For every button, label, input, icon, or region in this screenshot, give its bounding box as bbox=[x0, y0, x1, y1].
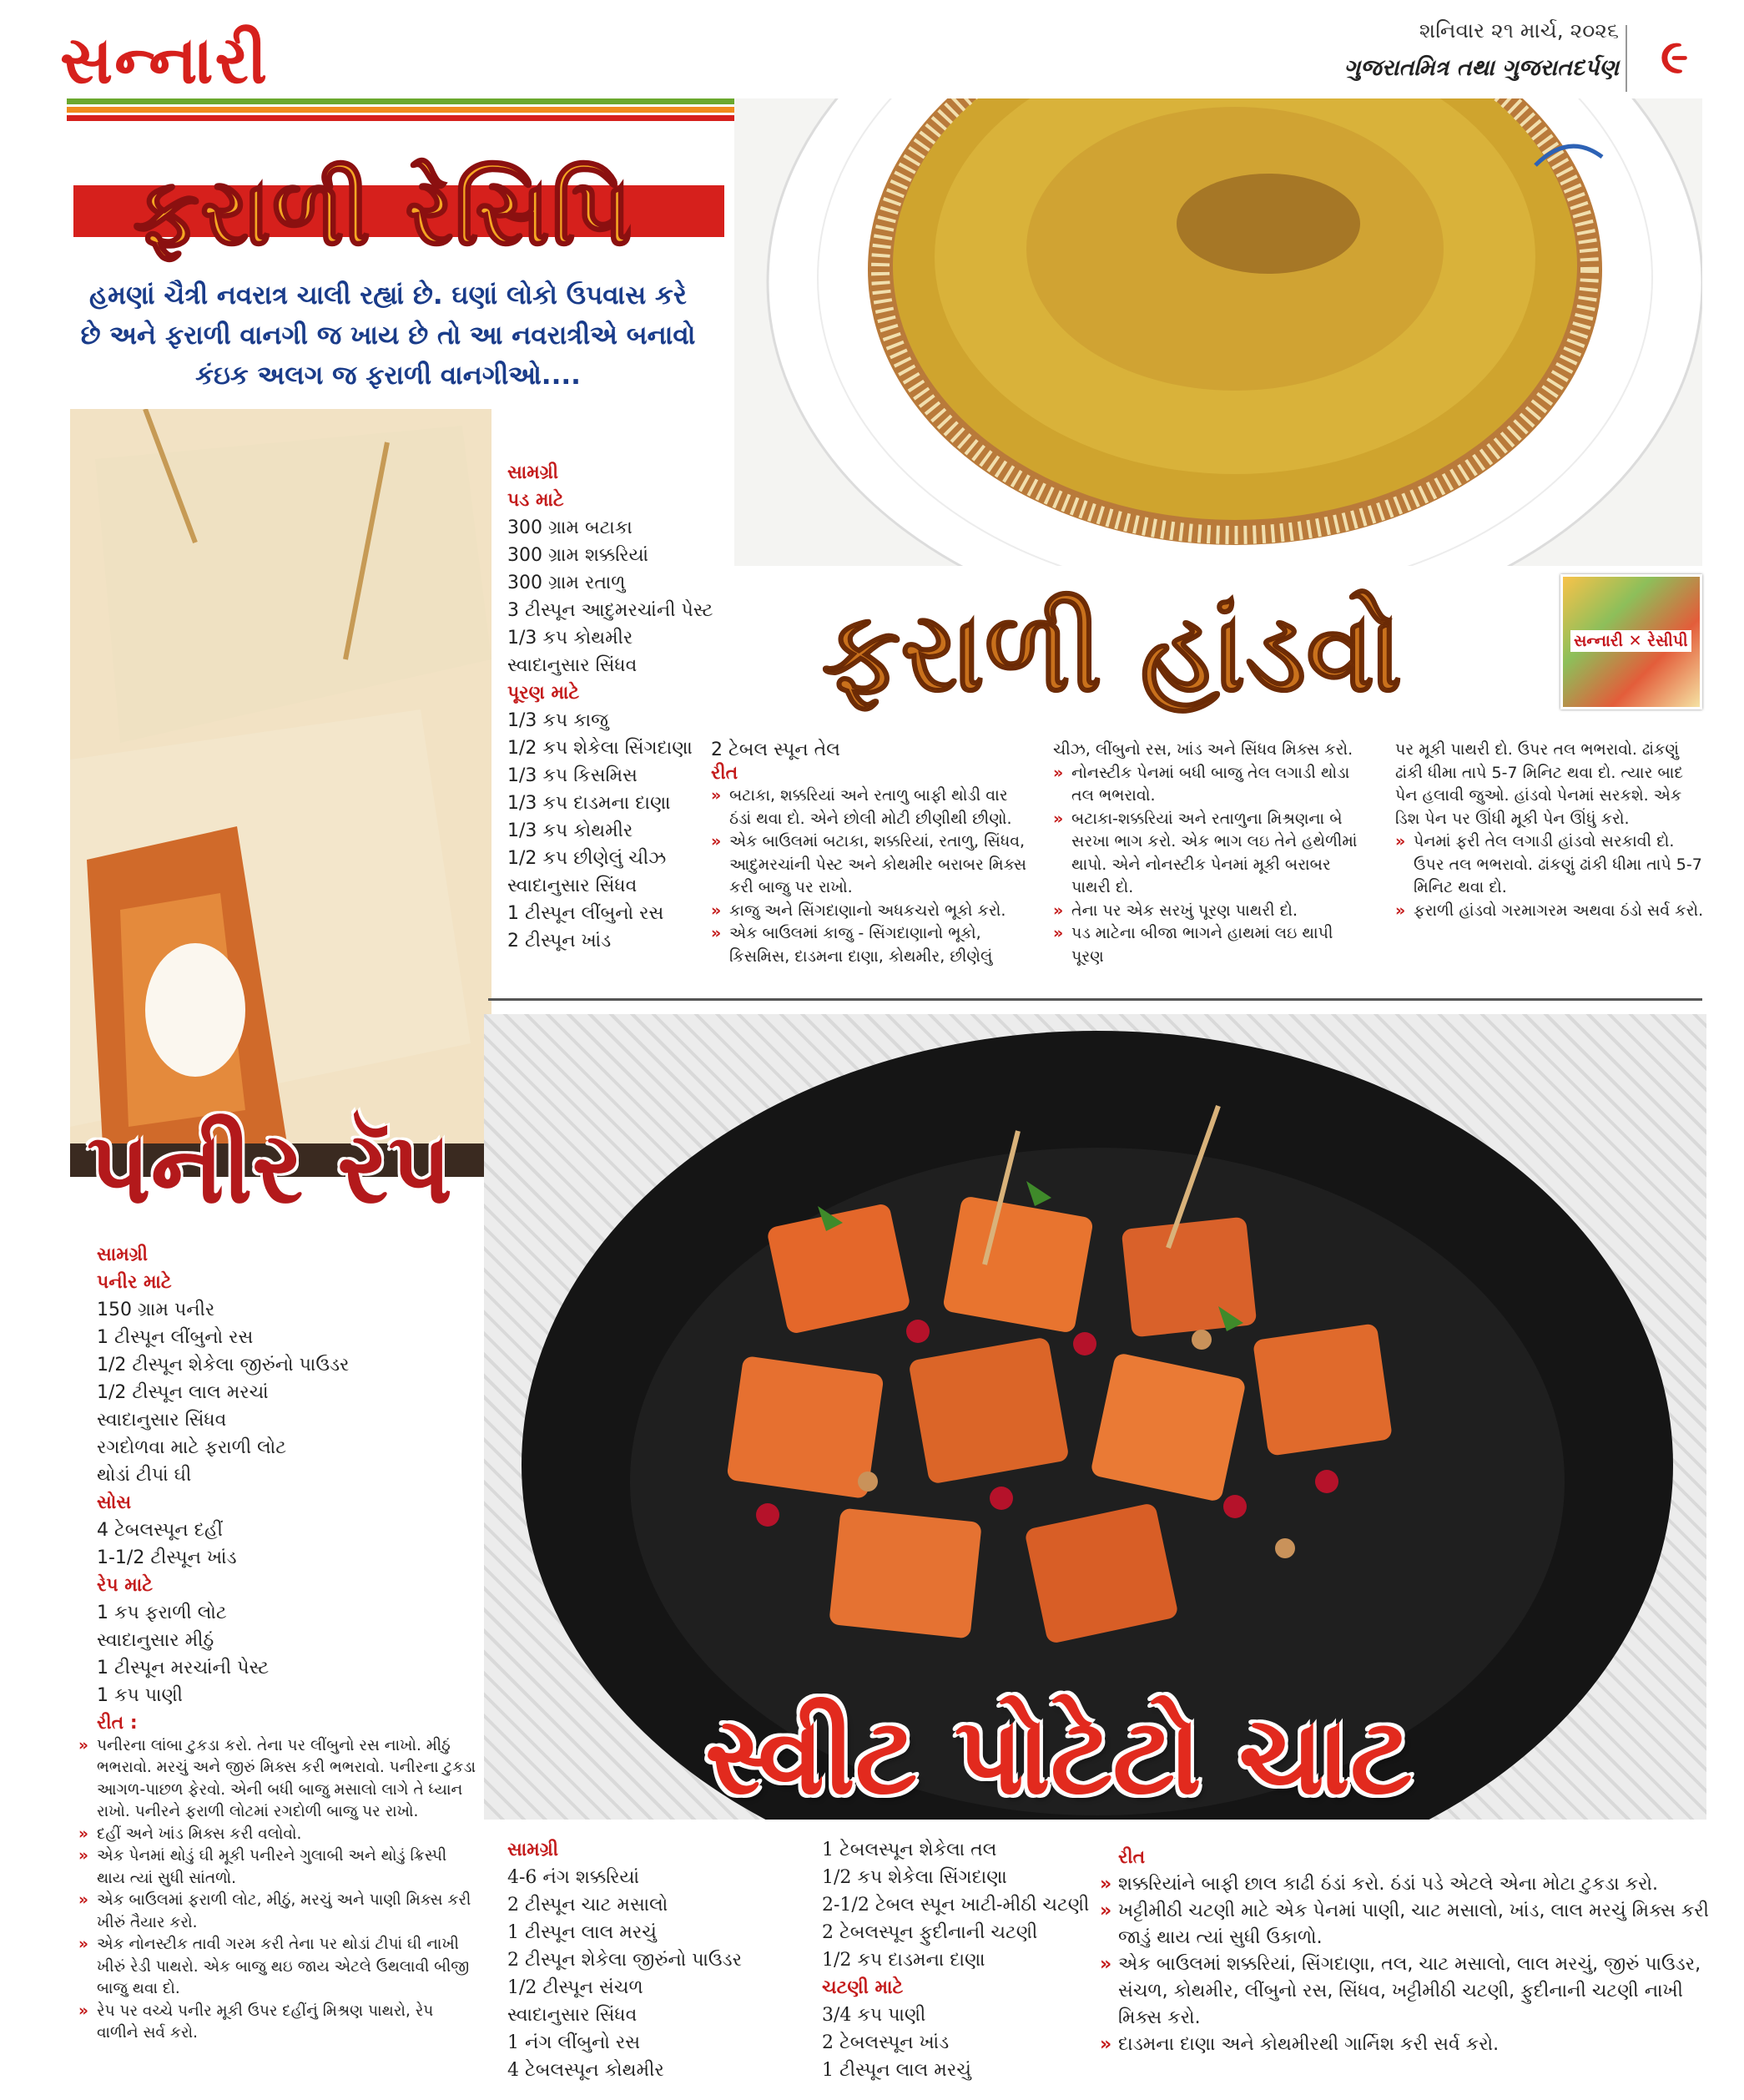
list-item: 1/3 કપ કાજુ bbox=[507, 710, 608, 731]
thumbnail-label: સન્નારી ✕ રેસીપી bbox=[1570, 630, 1691, 652]
method-step: » પનીરના લાંબા ટુકડા કરો. તેના પર લીંબુનો રસ નાખો. મીઠું ભભરાવો. મરચું અને જીરું મિક્સ કરી ભભરાવો. પનીરના ટુકડા આગળ-પાછળ ફેરવો. એની બધી બાજુ મસાલો લાગે તે ધ્યાન રાખો. પનીરને ફરાળી લોટમાં રગદોળી બાજુ પર રાખો. bbox=[78, 1735, 479, 1824]
method-step: » એક બાઉલમાં ફરાળી લોટ, મીઠું, મરચું અને પાણી મિક્સ કરી ખીરું તૈયાર કરો. bbox=[78, 1890, 479, 1934]
list-item: 1 ટેબલસ્પૂન શેકેલા તલ bbox=[822, 1840, 997, 1860]
paneer-wrap-title: પનીર રૅપ bbox=[87, 1110, 452, 1225]
list-item: 2 ટેબલસ્પૂન ફુદીનાની ચટણી bbox=[822, 1922, 1038, 1943]
list-item: 300 ગ્રામ શક્કરિયાં bbox=[507, 545, 649, 566]
list-item: 300 ગ્રામ બટાકા bbox=[507, 517, 633, 538]
list-item: સામગ્રી bbox=[97, 1244, 149, 1265]
method-step: » દહીં અને ખાંડ મિક્સ કરી વલોવો. bbox=[78, 1824, 479, 1846]
list-item: 1 કપ પાણી bbox=[97, 1685, 183, 1706]
list-item: 2 ટેબલ સ્પૂન તેલ bbox=[711, 740, 840, 760]
list-item: 1/3 કપ દાડમના દાણા bbox=[507, 793, 671, 814]
method-heading: રીત bbox=[711, 762, 738, 784]
list-item: સ્વાદાનુસાર મીઠું bbox=[97, 1630, 214, 1651]
list-item: 150 ગ્રામ પનીર bbox=[97, 1300, 215, 1320]
paneer-ingredients bbox=[97, 1241, 464, 1709]
list-item: 2 ટીસ્પૂન ચાટ મસાલો bbox=[507, 1895, 668, 1916]
list-item: 2 ટીસ્પૂન શેકેલા જીરુંનો પાઉડર bbox=[507, 1950, 743, 1971]
handvo-method-col4 bbox=[1395, 739, 1704, 922]
method-step: » એક બાઉલમાં શક્કરિયાં, સિંગદાણા, તલ, ચાટ મસાલો, લાલ મરચું, જીરું પાઉડર, સંચળ, કોથમીર, લીંબુનો રસ, સિંધવ, ખટ્ટીમીઠી ચટણી, ફુદીનાની ચટણી નાખી મિક્સ કરો. bbox=[1100, 1951, 1709, 2032]
list-item: સામગ્રી bbox=[507, 1839, 559, 1860]
method-step: » શક્કરિયાંને બાફી છાલ કાઢી ઠંડાં કરો. ઠંડાં પડે એટલે એના મોટા ટુકડા કરો. bbox=[1100, 1871, 1709, 1898]
method-step: » એક પેનમાં થોડું ઘી મૂકી પનીરને ગુલાબી અને થોડું ક્રિસ્પી થાય ત્યાં સુધી સાંતળો. bbox=[78, 1845, 479, 1890]
list-item: સ્વાદાનુસાર સિંધવ bbox=[97, 1410, 227, 1431]
feature-intro: હમણાં ચૈત્રી નવરાત્ર ચાલી રહ્યાં છે. ઘણાં લોકો ઉપવાસ કરે છે અને ફરાળી વાનગી જ ખાય છે તો આ નવરાત્રીએ બનાવો કંઇક અલગ જ ફરાળી વાનગીઓ.... bbox=[80, 280, 696, 391]
list-item: 1 નંગ લીંબુનો રસ bbox=[507, 2032, 641, 2053]
method-heading: રીત bbox=[1118, 1847, 1146, 1868]
list-item: સ્વાદાનુસાર સિંધવ bbox=[507, 876, 638, 896]
method-step: » પડ માટેના બીજા ભાગને હાથમાં લઇ થાપી પૂરણ bbox=[1053, 922, 1370, 968]
list-item: સામગ્રી bbox=[507, 462, 559, 483]
feature-title: ફરાળી રેસિપિ bbox=[134, 159, 633, 265]
list-item: સ્વાદાનુસાર સિંધવ bbox=[507, 655, 638, 676]
chaat-ingredients-col2 bbox=[822, 1836, 1106, 2084]
handvo-photo bbox=[734, 98, 1702, 566]
list-item: પનીર માટે bbox=[97, 1272, 172, 1293]
chaat-method bbox=[1100, 1845, 1709, 2058]
list-item: રગદોળવા માટે ફરાળી લોટ bbox=[97, 1437, 287, 1458]
paneer-method bbox=[78, 1713, 479, 2045]
paneer-wrap-photo bbox=[70, 409, 491, 1177]
method-step: » કાજુ અને સિંગદાણાનો અધકચરો ભૂકો કરો. bbox=[711, 900, 1028, 923]
list-item: 2-1/2 ટેબલ સ્પૂન ખાટી-મીઠી ચટણી bbox=[822, 1895, 1090, 1916]
list-item: 1 ટીસ્પૂન લીંબુનો રસ bbox=[97, 1327, 254, 1348]
list-item: 1/2 કપ દાડમના દાણા bbox=[822, 1950, 985, 1971]
list-item: 3 ટીસ્પૂન આદુમરચાંની પેસ્ટ bbox=[507, 600, 713, 621]
masthead-logo: સન્નારી bbox=[60, 23, 270, 98]
list-item: સ્વાદાનુસાર સિંધવ bbox=[507, 2005, 638, 2026]
list-item: 1 ટીસ્પૂન લાલ મરચું bbox=[507, 1922, 657, 1943]
method-step: » દાડમના દાણા અને કોથમીરથી ગાર્નિશ કરી સર્વ કરો. bbox=[1100, 2032, 1709, 2058]
list-item: પર મૂકી પાથરી દો. ઉપર તલ ભભરાવો. ઢાંકણું ઢાંકી ધીમા તાપે 5-7 મિનિટ થવા દો. ત્યાર બાદ પેન હલાવી જુઓ. હાંડવો પેનમાં સરકશે. એક ડિશ પેન પર ઊંધી મૂકી પેન ઊંધું કરો. bbox=[1395, 740, 1683, 828]
publication-name: ગુજરાતમિત્ર તથા ગુજરાતદર્પણ bbox=[1343, 55, 1619, 81]
page-number: ૯ bbox=[1661, 30, 1689, 84]
method-step: » નોનસ્ટીક પેનમાં બધી બાજુ તેલ લગાડી થોડા તલ ભભરાવો. bbox=[1053, 762, 1370, 808]
list-item: 1/3 કપ કોથમીર bbox=[507, 820, 633, 841]
issue-date: શનિવાર ૨૧ માર્ચ, ૨૦૨૬ bbox=[1419, 18, 1619, 43]
list-item: 1/2 કપ શેકેલા સિંગદાણા bbox=[822, 1867, 1007, 1888]
method-step: » એક બાઉલમાં કાજુ - સિંગદાણાનો ભૂકો, કિસમિસ, દાડમના દાણા, કોથમીર, છીણેલું bbox=[711, 922, 1028, 968]
list-item: 1-1/2 ટીસ્પૂન ખાંડ bbox=[97, 1547, 237, 1568]
method-step: » ખટ્ટીમીઠી ચટણી માટે એક પેનમાં પાણી, ચાટ મસાલો, ખાંડ, લાલ મરચું મિક્સ કરી જાડું થાય ત્યાં સુધી ઉકાળો. bbox=[1100, 1898, 1709, 1951]
list-item: 1 કપ ફરાળી લોટ bbox=[97, 1603, 227, 1623]
handvo-method-col2 bbox=[711, 739, 1028, 968]
method-step: » રેપ પર વચ્ચે પનીર મૂકી ઉપર દહીંનું મિશ્રણ પાથરો, રેપ વાળીને સર્વ કરો. bbox=[78, 2001, 479, 2045]
method-step: » બટાકા-શક્કરિયાં અને રતાળુના મિશ્રણના બે સરખા ભાગ કરો. એક ભાગ લઇ તેને હથેળીમાં થાપો. એને નોનસ્ટીક પેનમાં મૂકી બરાબર પાથરી દો. bbox=[1053, 808, 1370, 900]
method-step: » એક બાઉલમાં બટાકા, શક્કરિયાં, રતાળુ, સિંધવ, આદુમરચાંની પેસ્ટ અને કોથમીર બરાબર મિક્સ કરી બાજુ પર રાખો. bbox=[711, 830, 1028, 900]
list-item: 1 ટીસ્પૂન લાલ મરચું bbox=[822, 2060, 971, 2081]
list-item: 1 ટીસ્પૂન લીંબુનો રસ bbox=[507, 903, 664, 924]
list-item: પડ માટે bbox=[507, 490, 564, 511]
list-item: 1/2 ટીસ્પૂન શેકેલા જીરુંનો પાઉડર bbox=[97, 1355, 350, 1376]
list-item: 2 ટીસ્પૂન ખાંડ bbox=[507, 931, 612, 952]
list-item: 1/2 કપ શેકેલા સિંગદાણા bbox=[507, 738, 693, 759]
list-item: 1/3 કપ કોથમીર bbox=[507, 628, 633, 649]
list-item: 1/2 ટીસ્પૂન લાલ મરચાં bbox=[97, 1382, 269, 1403]
list-item: 1/2 કપ છીણેલું ચીઝ bbox=[507, 848, 667, 869]
list-item: સોસ bbox=[97, 1492, 132, 1513]
method-step: » ફરાળી હાંડવો ગરમાગરમ અથવા ઠંડો સર્વ કરો. bbox=[1395, 900, 1704, 923]
list-item: 300 ગ્રામ રતાળુ bbox=[507, 573, 626, 593]
list-item: 1/2 ટીસ્પૂન સંચળ bbox=[507, 1977, 643, 1998]
method-step: » એક નોનસ્ટીક તાવી ગરમ કરી તેના પર થોડાં ટીપાં ઘી નાખી ખીરું રેડી પાથરો. એક બાજુ થઇ જાય એટલે ઉથલાવી બીજી બાજુ થવા દો. bbox=[78, 1934, 479, 2001]
method-step: » બટાકા, શક્કરિયાં અને રતાળુ બાફી થોડી વાર ઠંડાં થવા દો. એને છોલી મોટી છીણીથી છીણો. bbox=[711, 785, 1028, 830]
handvo-title: ફરાળી હાંડવો bbox=[822, 588, 1403, 717]
list-item: રેપ માટે bbox=[97, 1575, 154, 1596]
sweet-potato-chaat-title: સ્વીટ પોટેટો ચાટ bbox=[705, 1694, 1413, 1819]
list-item: 4 ટેબલસ્પૂન દહીં bbox=[97, 1520, 223, 1541]
method-step: » તેના પર એક સરખું પૂરણ પાથરી દો. bbox=[1053, 900, 1370, 923]
list-item: થોડાં ટીપાં ઘી bbox=[97, 1465, 192, 1486]
section-divider bbox=[488, 998, 1702, 1001]
method-heading: રીત : bbox=[97, 1713, 138, 1734]
list-item: 4-6 નંગ શક્કરિયાં bbox=[507, 1867, 639, 1888]
handvo-method-col3 bbox=[1053, 739, 1370, 968]
list-item: 4 ટેબલસ્પૂન કોથમીર bbox=[507, 2060, 664, 2081]
list-item: 1 ટીસ્પૂન મરચાંની પેસ્ટ bbox=[97, 1658, 270, 1678]
list-item: 1/3 કપ કિસમિસ bbox=[507, 765, 638, 786]
list-item: 2 ટેબલસ્પૂન ખાંડ bbox=[822, 2032, 950, 2053]
list-item: ચીઝ, લીંબુનો રસ, ખાંડ અને સિંધવ મિક્સ કરો. bbox=[1053, 740, 1353, 759]
list-item: 3/4 કપ પાણી bbox=[822, 2005, 926, 2026]
method-step: » પેનમાં ફરી તેલ લગાડી હાંડવો સરકાવી દો. ઉપર તલ ભભરાવો. ઢાંકણું ઢાંકી ધીમા તાપે 5-7 મિનિટ થવા દો. bbox=[1395, 830, 1704, 900]
chaat-ingredients-col1 bbox=[507, 1836, 808, 2084]
masthead-divider bbox=[1626, 25, 1627, 92]
list-item: ચટણી માટે bbox=[822, 1976, 904, 1998]
list-item: પૂરણ માટે bbox=[507, 683, 580, 704]
